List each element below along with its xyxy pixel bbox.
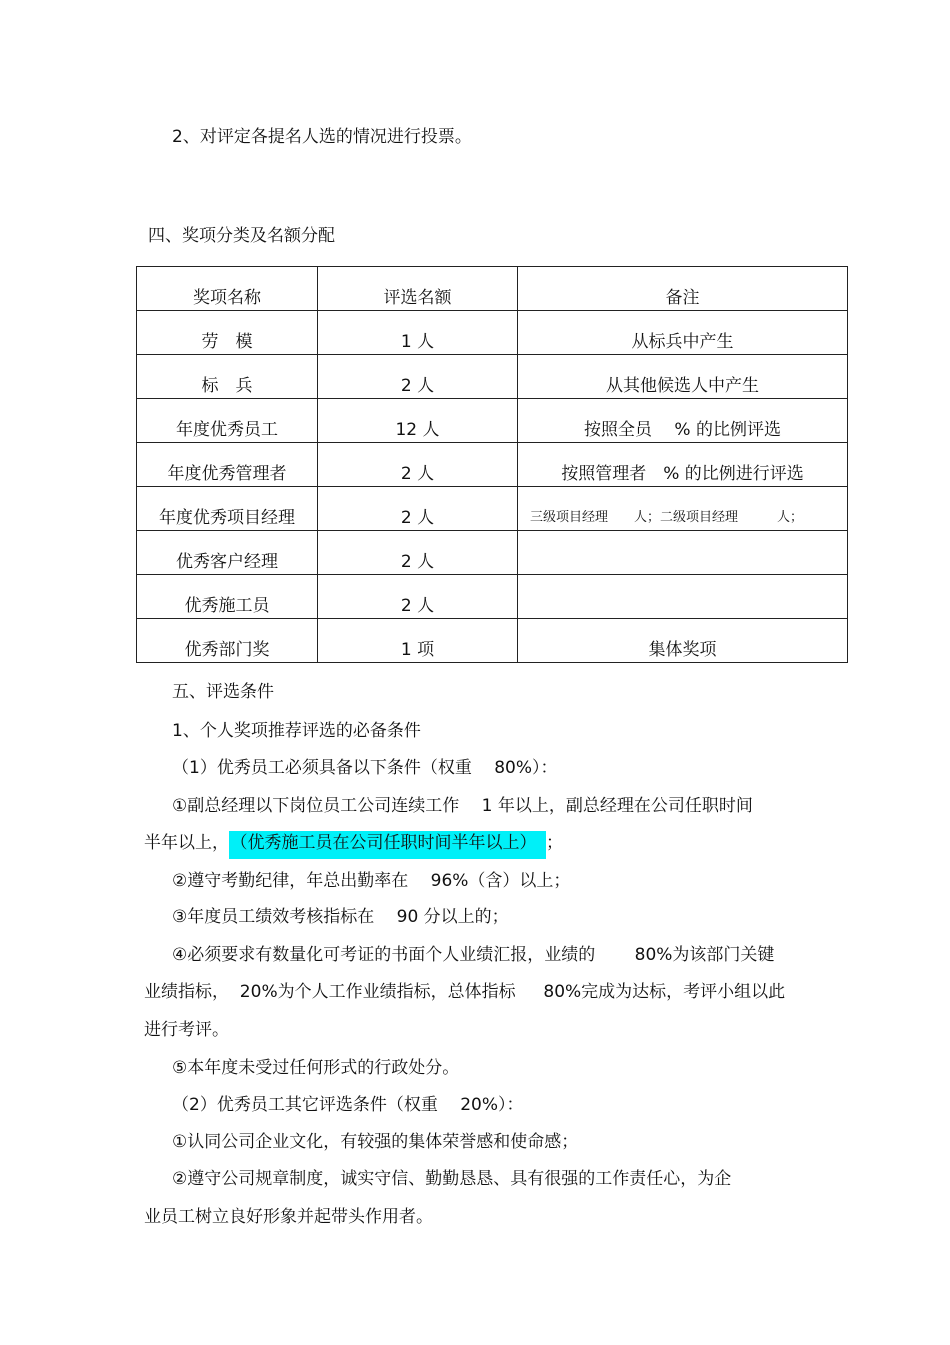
item-2-vote: 2、对评定各提名人选的情况进行投票。 <box>172 127 472 147</box>
condition-5: ⑤本年度未受过任何形式的行政处分。 <box>172 1058 460 1078</box>
award-name-cell: 优秀部门奖 <box>137 619 318 663</box>
table-row <box>137 311 848 355</box>
condition-1-suffix: ； <box>546 833 563 853</box>
quota-cell: 2 人 <box>318 575 518 619</box>
awards-table <box>136 266 848 663</box>
condition-3: ③年度员工绩效考核指标在 90 分以上的； <box>172 907 509 927</box>
remarks-cell <box>518 531 848 575</box>
condition-4-line-2: 业绩指标， 20%为个人工作业绩指标，总体指标 80%完成为达标，考评小组以此 <box>144 982 786 1002</box>
quota-cell: 2 人 <box>318 531 518 575</box>
section-5-1-2-heading: （2）优秀员工其它评选条件（权重 20%）： <box>172 1095 524 1115</box>
section-5-1-1-heading: （1）优秀员工必须具备以下条件（权重 80%）： <box>172 758 558 778</box>
remarks-cell <box>518 575 848 619</box>
table-row <box>137 399 848 443</box>
award-name-cell: 劳 模 <box>137 311 318 355</box>
other-condition-1: ①认同公司企业文化，有较强的集体荣誉感和使命感； <box>172 1132 579 1152</box>
table-row <box>137 355 848 399</box>
header-remarks: 备注 <box>518 267 848 311</box>
other-condition-2-line-1: ②遵守公司规章制度，诚实守信、勤勤恳恳、具有很强的工作责任心，为企 <box>172 1169 732 1189</box>
section-4-title: 四、奖项分类及名额分配 <box>148 226 335 246</box>
award-name-cell: 年度优秀项目经理 <box>137 487 318 531</box>
award-name-cell: 优秀客户经理 <box>137 531 318 575</box>
header-award-name: 奖项名称 <box>137 267 318 311</box>
condition-1-prefix: 半年以上， <box>144 833 229 853</box>
quota-cell: 1 人 <box>318 311 518 355</box>
condition-1-line-1: ①副总经理以下岗位员工公司连续工作 1 年以上，副总经理在公司任职时间 <box>172 796 753 816</box>
table-row <box>137 443 848 487</box>
other-condition-2-line-2: 业员工树立良好形象并起带头作用者。 <box>144 1207 433 1227</box>
award-name-cell: 优秀施工员 <box>137 575 318 619</box>
remarks-cell: 按照全员 % 的比例评选 <box>518 399 848 443</box>
award-name-cell: 年度优秀员工 <box>137 399 318 443</box>
condition-1-line-2 <box>144 832 563 854</box>
table-row <box>137 575 848 619</box>
table-row <box>137 531 848 575</box>
award-name-cell: 标 兵 <box>137 355 318 399</box>
highlighted-note: （优秀施工员在公司任职时间半年以上） <box>229 831 546 859</box>
award-name-cell: 年度优秀管理者 <box>137 443 318 487</box>
condition-4-line-1: ④必须要求有数量化可考证的书面个人业绩汇报，业绩的 80%为该部门关键 <box>172 945 775 965</box>
quota-cell: 2 人 <box>318 443 518 487</box>
header-quota: 评选名额 <box>318 267 518 311</box>
section-5-title: 五、评选条件 <box>172 682 274 702</box>
condition-4-line-3: 进行考评。 <box>144 1020 229 1040</box>
remarks-cell: 三级项目经理 人；二级项目经理 人； <box>518 487 848 531</box>
table-row <box>137 487 848 531</box>
remarks-cell: 集体奖项 <box>518 619 848 663</box>
quota-cell: 1 项 <box>318 619 518 663</box>
remarks-cell: 从标兵中产生 <box>518 311 848 355</box>
quota-cell: 2 人 <box>318 355 518 399</box>
table-row <box>137 619 848 663</box>
quota-cell: 2 人 <box>318 487 518 531</box>
remarks-cell: 按照管理者 % 的比例进行评选 <box>518 443 848 487</box>
remarks-cell: 从其他候选人中产生 <box>518 355 848 399</box>
section-5-1-heading: 1、个人奖项推荐评选的必备条件 <box>172 721 421 741</box>
condition-2: ②遵守考勤纪律，年总出勤率在 96%（含）以上； <box>172 871 571 891</box>
table-header-row <box>137 267 848 311</box>
quota-cell: 12 人 <box>318 399 518 443</box>
